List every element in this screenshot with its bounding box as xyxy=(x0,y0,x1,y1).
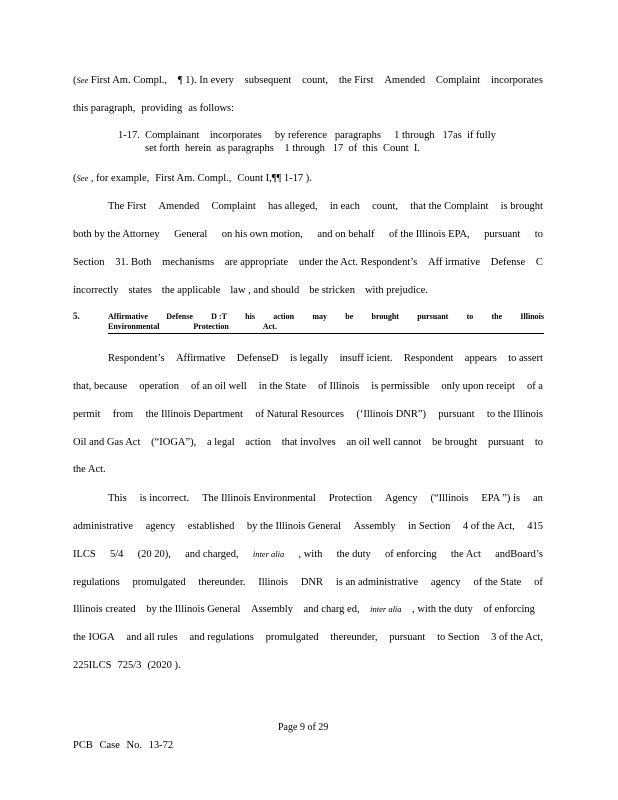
text-chunk: promulgated xyxy=(132,577,186,588)
text-chunk: is brought xyxy=(500,201,543,212)
text-chunk: ILCS xyxy=(73,549,96,560)
text-chunk: the Illinois Department xyxy=(145,409,243,420)
para1-line2 xyxy=(73,102,543,115)
para3-line5 xyxy=(73,463,543,476)
text-chunk: administrative xyxy=(73,521,134,532)
text-chunk: is an administrative xyxy=(335,577,419,588)
text-chunk: with prejudice. xyxy=(364,285,428,296)
text-chunk: and charg ed, xyxy=(303,604,360,615)
text-chunk: subsequent xyxy=(244,75,292,86)
text-chunk: to the Illinois xyxy=(486,409,543,420)
text-chunk: brought xyxy=(371,312,399,321)
text-chunk: law , and should xyxy=(230,285,300,296)
text-chunk: insuff icient. xyxy=(339,353,393,364)
text-chunk: appears xyxy=(464,353,497,364)
text-chunk: Illinois xyxy=(258,577,288,588)
para4-line7 xyxy=(73,659,543,672)
text-chunk: (2020 ). xyxy=(147,660,181,671)
text-chunk: mechanisms xyxy=(162,257,215,268)
text-chunk: are appropriate xyxy=(224,257,289,268)
text-chunk: and all rules xyxy=(126,632,178,643)
text-chunk: Assembly xyxy=(250,604,293,615)
text-chunk: action xyxy=(273,312,295,321)
text-chunk: count, xyxy=(372,201,399,212)
text-chunk: 5/4 xyxy=(110,549,124,560)
text-chunk: the duty xyxy=(336,549,371,560)
para3-line4 xyxy=(73,436,543,449)
para3-line1 xyxy=(108,352,543,365)
quote-line1: 1-17. Complainant incorporates by reference paragraphs 1 through 17as if fully xyxy=(118,130,496,141)
text-chunk: pursuant xyxy=(487,437,525,448)
text-chunk: Section xyxy=(73,257,105,268)
text-chunk: the xyxy=(491,312,503,321)
text-chunk: from xyxy=(112,409,134,420)
text-chunk: pursuant xyxy=(389,632,426,643)
text-chunk: inter alia xyxy=(370,604,402,614)
text-chunk: by the Illinois General xyxy=(146,604,241,615)
text-chunk: of enforcing xyxy=(483,604,535,615)
text-chunk: be xyxy=(345,312,354,321)
text-chunk: Affirmative xyxy=(108,312,148,321)
text-chunk: Agency xyxy=(384,493,418,504)
text-chunk: Illinois created xyxy=(73,604,136,615)
para2-line4 xyxy=(73,284,428,297)
text-chunk: Protection xyxy=(193,322,229,331)
text-chunk: regulations xyxy=(73,577,120,588)
text-chunk: Respondent’s xyxy=(108,353,165,364)
text-chunk: is legally xyxy=(290,353,329,364)
text-chunk: of Illinois xyxy=(318,381,360,392)
text-chunk: may xyxy=(312,312,328,321)
text-chunk: inter alia xyxy=(252,549,285,559)
text-chunk: permit xyxy=(73,409,101,420)
text-chunk: of the State xyxy=(473,577,522,588)
text-chunk: pursuant xyxy=(438,409,475,420)
heading-line1 xyxy=(108,312,544,322)
case-number: PCB Case No. 13-72 xyxy=(73,740,174,751)
text-chunk: thereunder, xyxy=(330,632,378,643)
text-chunk: on his own motion, xyxy=(221,229,303,240)
text-chunk: the Act. xyxy=(73,464,106,475)
para2-line3 xyxy=(73,256,543,269)
text-chunk: Defense xyxy=(490,257,526,268)
text-chunk: under the Act. Respondent’s xyxy=(298,257,418,268)
text-chunk: DefenseD xyxy=(236,353,279,364)
quote-line2: set forth herein as paragraphs 1 through 17 of this Count I. xyxy=(145,143,420,154)
text-chunk: The First xyxy=(108,201,147,212)
text-chunk: of xyxy=(534,577,543,588)
para2-line1 xyxy=(108,200,543,213)
text-chunk: has alleged, xyxy=(268,201,318,212)
para2-line2 xyxy=(73,228,543,241)
para4-line1 xyxy=(108,492,543,505)
text-chunk: that involves xyxy=(281,437,336,448)
text-chunk: this paragraph, xyxy=(73,103,136,114)
page-number: Page 9 of 29 xyxy=(278,722,329,733)
para1-line1 xyxy=(73,74,543,87)
text-chunk: Defense xyxy=(166,312,193,321)
section-heading xyxy=(108,312,544,334)
text-chunk: to xyxy=(534,437,543,448)
text-chunk: DNR xyxy=(300,577,323,588)
text-chunk: in each xyxy=(329,201,360,212)
text-chunk: Affirmative xyxy=(175,353,226,364)
citation-line xyxy=(73,172,373,185)
text-chunk: EPA ”) is xyxy=(481,493,521,504)
text-chunk: is incorrect. xyxy=(139,493,190,504)
text-chunk: General xyxy=(174,229,208,240)
text-chunk: , with the duty xyxy=(412,604,473,615)
para4-line5 xyxy=(73,603,535,616)
text-chunk: and on behalf xyxy=(317,229,375,240)
text-chunk: ¶ 1). In every xyxy=(177,75,234,86)
text-chunk: Environmental xyxy=(108,322,160,331)
text-chunk: as follows: xyxy=(188,103,235,114)
text-chunk: This xyxy=(108,493,127,504)
text-chunk: C xyxy=(535,257,543,268)
text-chunk: an xyxy=(533,493,543,504)
para3-line2 xyxy=(73,380,543,393)
text-chunk: and regulations xyxy=(189,632,254,643)
text-chunk: only upon receipt xyxy=(441,381,515,392)
text-chunk: the First xyxy=(338,75,374,86)
text-chunk: of an oil well xyxy=(191,381,247,392)
text-chunk: The Illinois Environmental xyxy=(202,493,316,504)
text-chunk: Complaint xyxy=(435,75,481,86)
text-chunk: Aff irmative xyxy=(428,257,480,268)
text-chunk: (20 20), xyxy=(137,549,171,560)
text-chunk: to xyxy=(534,229,543,240)
text-chunk: Complaint xyxy=(211,201,256,212)
text-chunk: 4 of the Act, xyxy=(462,521,515,532)
text-chunk: 225ILCS xyxy=(73,660,112,671)
text-chunk: First Am. Compl., xyxy=(155,173,232,184)
text-chunk: D :T xyxy=(211,312,227,321)
text-chunk: agency xyxy=(145,521,176,532)
text-chunk: Oil and Gas Act xyxy=(73,437,141,448)
text-chunk: Act. xyxy=(262,322,277,331)
text-chunk: incorrectly xyxy=(73,285,119,296)
text-chunk: the applicable xyxy=(161,285,221,296)
text-chunk: count, xyxy=(302,75,329,86)
para4-line2 xyxy=(73,520,543,533)
text-chunk: , with xyxy=(298,549,323,560)
text-chunk: of enforcing xyxy=(384,549,437,560)
text-chunk: 415 xyxy=(527,521,543,532)
text-chunk: of a xyxy=(526,381,543,392)
text-chunk: promulgated xyxy=(265,632,319,643)
text-chunk: providing xyxy=(141,103,183,114)
text-chunk: thereunder. xyxy=(198,577,246,588)
text-chunk: 725/3 xyxy=(117,660,142,671)
text-chunk: 31. Both xyxy=(115,257,152,268)
text-chunk: action xyxy=(245,437,272,448)
text-chunk: (“IOGA”), xyxy=(151,437,197,448)
text-chunk: andBoard’s xyxy=(495,549,543,560)
text-chunk: of the Illinois EPA, xyxy=(388,229,470,240)
text-chunk: in Section xyxy=(408,521,451,532)
text-chunk: Amended xyxy=(158,201,200,212)
text-chunk: states xyxy=(128,285,152,296)
text-chunk: by the Illinois General xyxy=(246,521,342,532)
text-chunk: in the State xyxy=(258,381,307,392)
text-chunk: his xyxy=(245,312,255,321)
text-chunk: Assembly xyxy=(353,521,396,532)
para3-line3 xyxy=(73,408,543,421)
text-chunk: Amended xyxy=(384,75,426,86)
text-chunk: is permissible xyxy=(371,381,430,392)
text-chunk: the Act xyxy=(450,549,481,560)
text-chunk: 3 of the Act, xyxy=(491,632,543,643)
text-chunk: both by the Attorney xyxy=(73,229,160,240)
text-chunk: Illinois xyxy=(520,312,544,321)
text-chunk: a legal xyxy=(206,437,235,448)
text-chunk: be brought xyxy=(432,437,478,448)
text-chunk: (“Illinois xyxy=(430,493,469,504)
text-chunk: (‘Illinois DNR”) xyxy=(356,409,427,420)
section-number: 5. xyxy=(73,311,80,321)
text-chunk: Respondent xyxy=(403,353,454,364)
text-chunk: incorporates xyxy=(491,75,543,86)
text-chunk: (See First Am. Compl., xyxy=(73,75,168,86)
text-chunk: (See , for example, xyxy=(73,173,150,184)
para4-line3 xyxy=(73,548,543,561)
para4-line6 xyxy=(73,631,543,644)
text-chunk: Count I,¶¶ 1-17 ). xyxy=(237,173,312,184)
text-chunk: of Natural Resources xyxy=(255,409,344,420)
text-chunk: Protection xyxy=(328,493,372,504)
text-chunk: that, because xyxy=(73,381,128,392)
para4-line4 xyxy=(73,576,543,589)
text-chunk: pursuant xyxy=(484,229,521,240)
text-chunk: and charged, xyxy=(185,549,239,560)
heading-line2 xyxy=(108,322,544,334)
text-chunk: agency xyxy=(430,577,461,588)
text-chunk: to xyxy=(466,312,474,321)
text-chunk: pursuant xyxy=(417,312,449,321)
text-chunk: operation xyxy=(139,381,179,392)
text-chunk: established xyxy=(187,521,235,532)
text-chunk: an oil well cannot xyxy=(346,437,422,448)
text-chunk: the IOGA xyxy=(73,632,115,643)
text-chunk: to Section xyxy=(437,632,480,643)
text-chunk: to assert xyxy=(508,353,543,364)
text-chunk: be stricken xyxy=(309,285,355,296)
text-chunk: that the Complaint xyxy=(410,201,489,212)
